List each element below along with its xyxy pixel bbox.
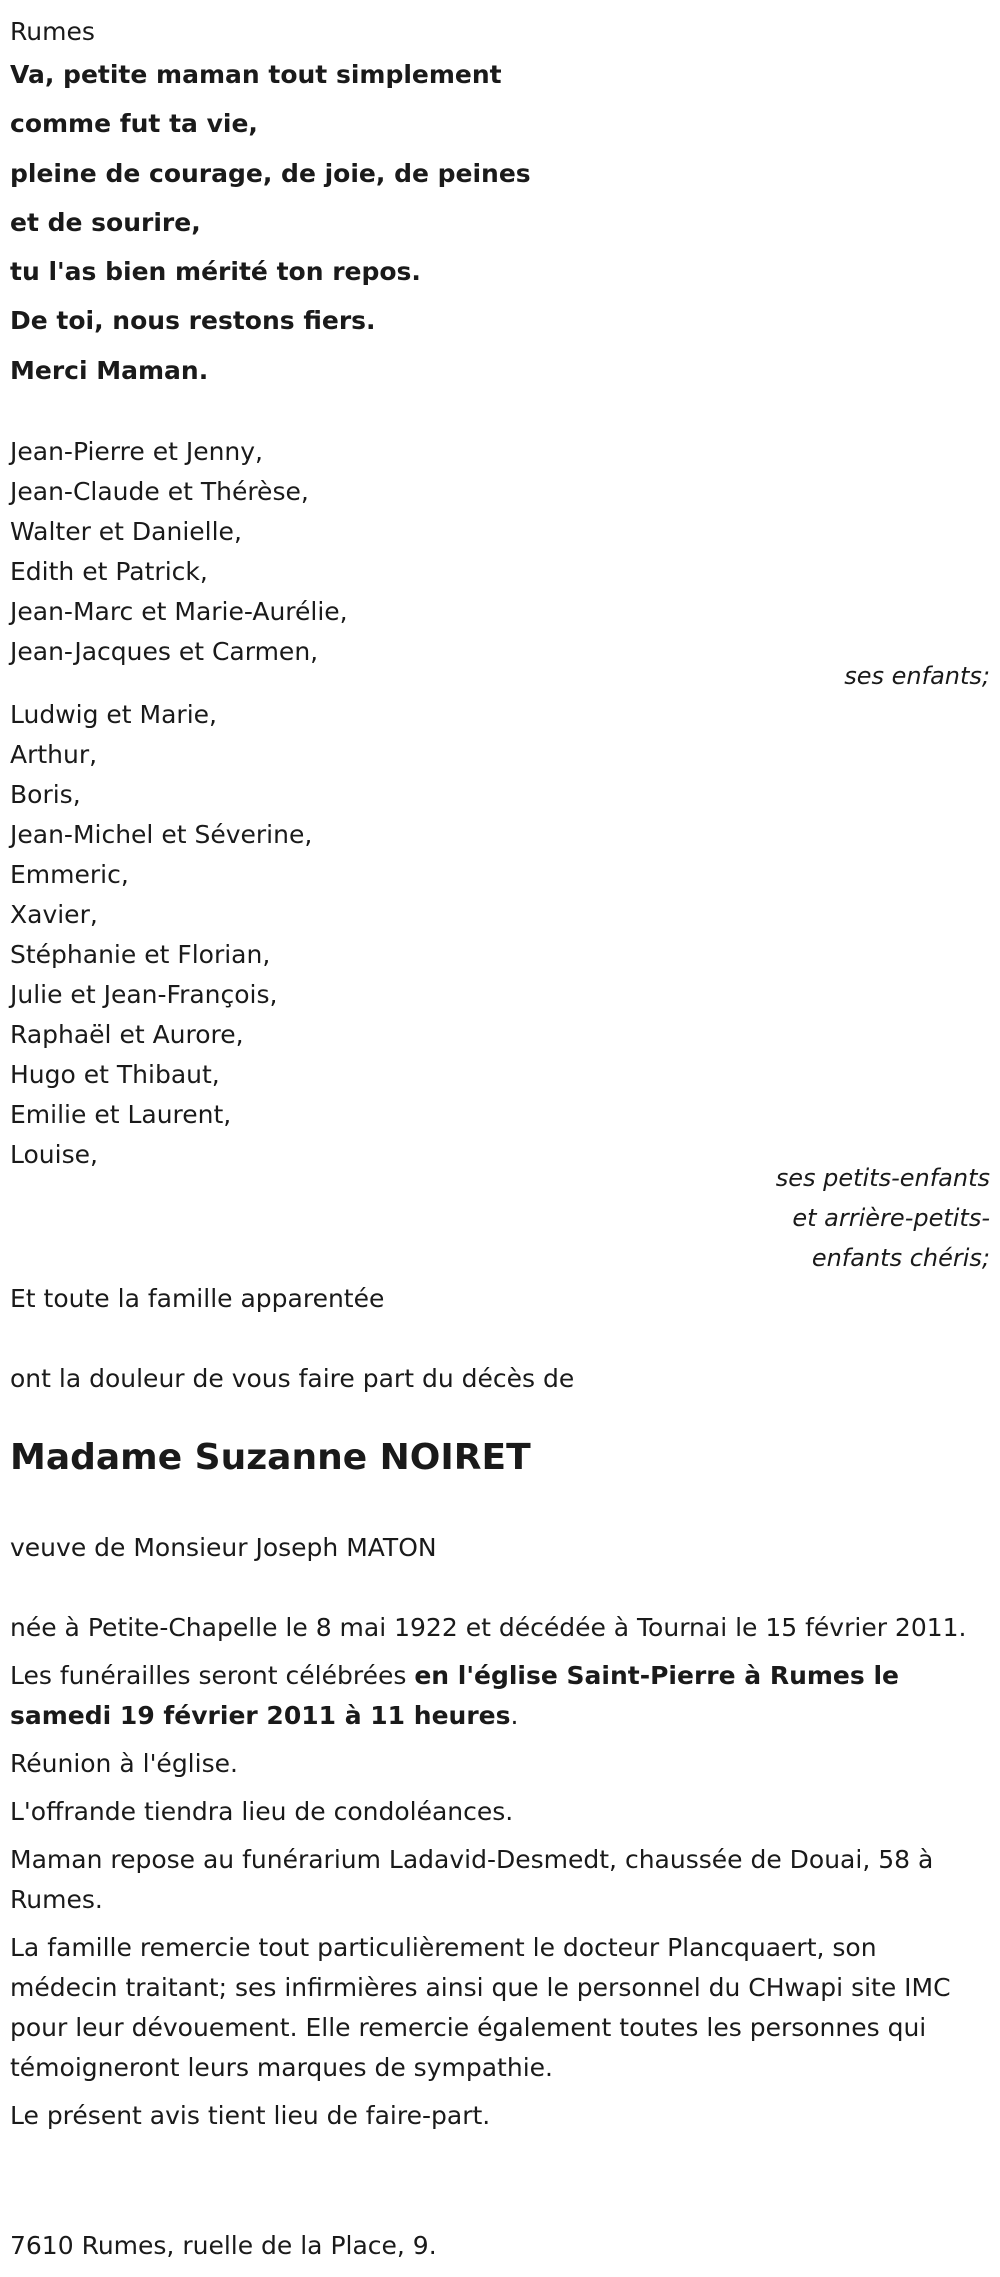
grandchild-entry: Emilie et Laurent, [10,1100,232,1129]
children-label: ses enfants; [844,662,990,690]
poem-line: comme fut ta vie, [10,109,258,139]
grandchild-entry: Louise, [10,1140,98,1169]
grandchild-entry: Xavier, [10,900,98,929]
poem-line: pleine de courage, de joie, de peines [10,158,531,188]
reunion-text: Réunion à l'église. [10,1749,238,1778]
grandchild-entry: Ludwig et Marie, [10,700,217,729]
details-block [10,1608,970,2136]
widow-of-line: veuve de Monsieur Joseph MATON [10,1533,437,1562]
grandchild-entry: Julie et Jean-François, [10,980,278,1009]
child-entry: Walter et Danielle, [10,517,242,546]
funerarium-text: Maman repose au funérarium Ladavid-Desmedt, chaussée de Douai, 58 à Rumes. [10,1845,934,1914]
grandchildren-label [590,1158,990,1278]
deceased-name: Madame Suzanne NOIRET [10,1437,531,1478]
child-entry: Edith et Patrick, [10,557,208,586]
thanks-text: La famille remercie tout particulièrement le docteur Plancquaert, son médecin traitant; ses infirmières ainsi que le personnel du CHwapi site IMC pour leur dévouement. Elle remercie également toutes les personnes qui témoigneront leurs marques de sympathie. [10,1933,951,2082]
poem-line: Merci Maman. [10,355,209,385]
city-heading: Rumes [10,17,95,46]
funeral-details: en l'église Saint-Pierre à Rumes le samedi 19 février 2011 à 11 heures [10,1661,899,1730]
grandchildren-list [10,695,312,1175]
child-entry: Jean-Claude et Thérèse, [10,477,309,506]
announcement-line: ont la douleur de vous faire part du décès de [10,1364,575,1393]
child-entry: Jean-Marc et Marie-Aurélie, [10,597,348,626]
grandchildren-label-line: enfants chéris; [811,1244,990,1272]
poem [10,50,531,395]
grandchild-entry: Boris, [10,780,81,809]
birth-death-text: née à Petite-Chapelle le 8 mai 1922 et décédée à Tournai le 15 février 2011. [10,1613,967,1642]
offrande-text: L'offrande tiendra lieu de condoléances. [10,1797,514,1826]
grandchild-entry: Stéphanie et Florian, [10,940,271,969]
notice-text: Le présent avis tient lieu de faire-part. [10,2101,491,2130]
child-entry: Jean-Pierre et Jenny, [10,437,264,466]
funeral-prefix: Les funérailles seront célébrées [10,1661,415,1690]
family-line: Et toute la famille apparentée [10,1284,385,1313]
funeral-text [10,1656,970,1736]
children-list [10,432,348,672]
child-entry: Jean-Jacques et Carmen, [10,637,319,666]
poem-line: Va, petite maman tout simplement [10,60,502,89]
grandchild-entry: Emmeric, [10,860,129,889]
grandchild-entry: Raphaël et Aurore, [10,1020,244,1049]
grandchild-entry: Hugo et Thibaut, [10,1060,220,1089]
grandchild-entry: Jean-Michel et Séverine, [10,820,313,849]
address-line: 7610 Rumes, ruelle de la Place, 9. [10,2231,437,2260]
poem-line: et de sourire, [10,207,201,237]
grandchildren-label-line: ses petits-enfants [775,1164,990,1192]
funeral-suffix: . [510,1701,519,1730]
poem-line: De toi, nous restons fiers. [10,306,376,336]
grandchild-entry: Arthur, [10,740,98,769]
poem-line: tu l'as bien mérité ton repos. [10,257,421,287]
grandchildren-label-line: et arrière-petits- [792,1204,990,1232]
